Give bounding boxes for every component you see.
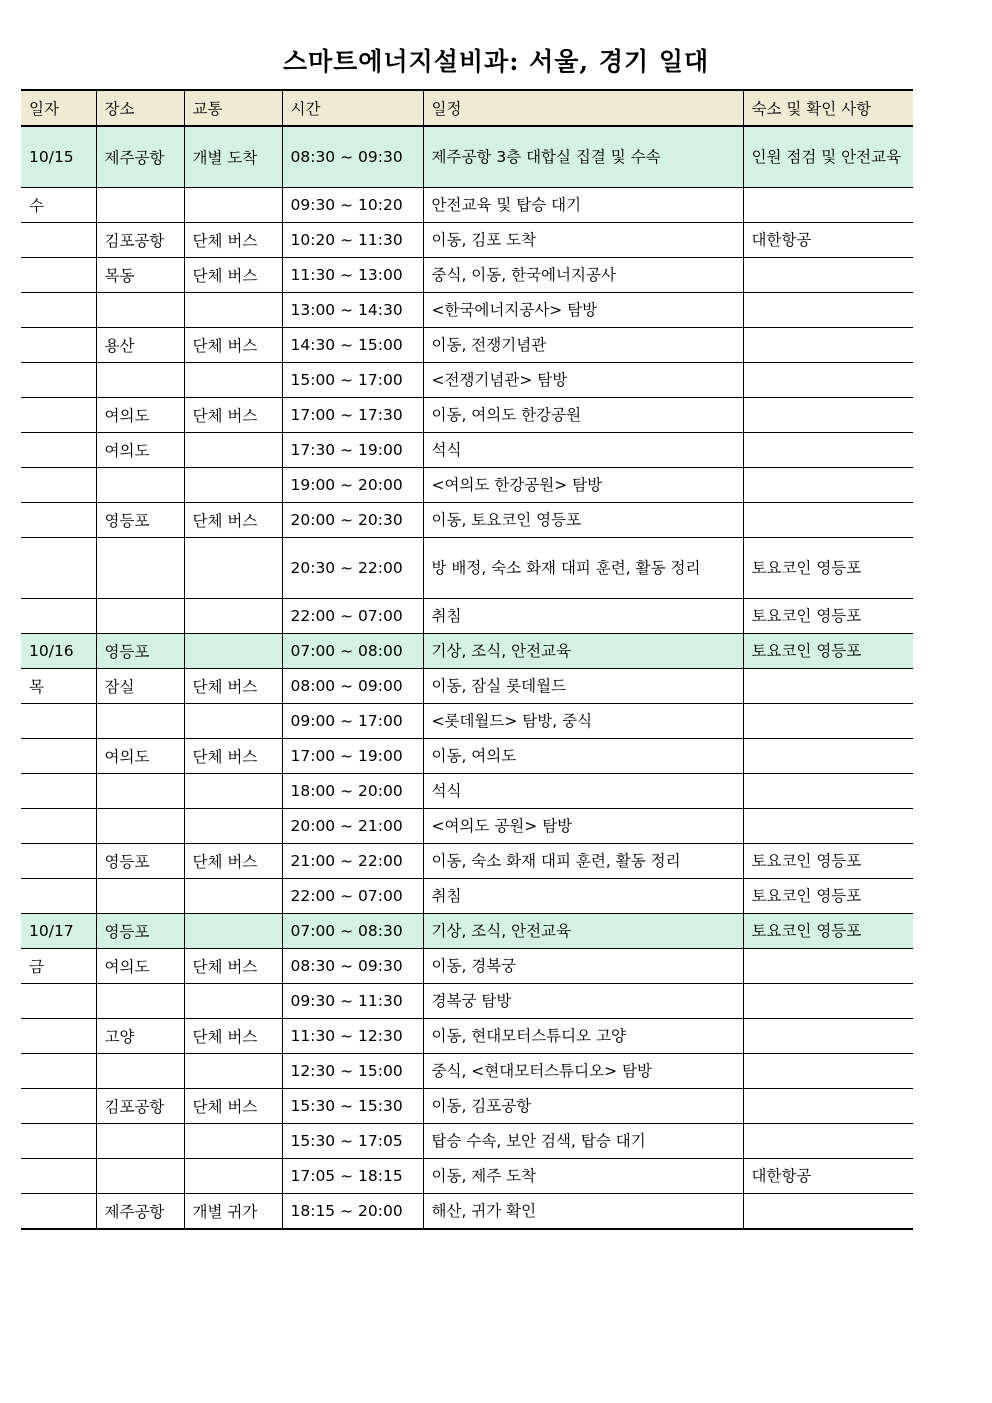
table-row: [21, 669, 913, 704]
schedule-cell: 취침: [423, 879, 743, 914]
date-cell: [21, 503, 96, 538]
schedule-cell: 중식, <현대모터스튜디오> 탐방: [423, 1054, 743, 1089]
schedule-cell: 안전교육 및 탑승 대기: [423, 188, 743, 223]
time-cell: 09:30 ~ 11:30: [282, 984, 423, 1019]
date-cell: 목: [21, 669, 96, 704]
time-cell: 19:00 ~ 20:00: [282, 468, 423, 503]
place-cell: [96, 538, 184, 599]
table-header-row: [21, 90, 913, 126]
place-cell: 김포공항: [96, 1089, 184, 1124]
note-cell: [743, 809, 913, 844]
date-cell: [21, 879, 96, 914]
date-cell: [21, 433, 96, 468]
date-cell: [21, 258, 96, 293]
transport-cell: [184, 774, 282, 809]
transport-cell: 단체 버스: [184, 1019, 282, 1054]
date-cell: [21, 704, 96, 739]
time-cell: 07:00 ~ 08:30: [282, 914, 423, 949]
time-cell: 08:00 ~ 09:00: [282, 669, 423, 704]
time-cell: 09:30 ~ 10:20: [282, 188, 423, 223]
schedule-cell: 석식: [423, 433, 743, 468]
table-row: [21, 293, 913, 328]
schedule-cell: 경복궁 탐방: [423, 984, 743, 1019]
note-cell: [743, 293, 913, 328]
schedule-cell: 이동, 잠실 롯데월드: [423, 669, 743, 704]
place-cell: [96, 879, 184, 914]
transport-cell: 단체 버스: [184, 258, 282, 293]
time-cell: 07:00 ~ 08:00: [282, 634, 423, 669]
note-cell: [743, 1089, 913, 1124]
date-cell: [21, 223, 96, 258]
note-cell: [743, 669, 913, 704]
date-cell: [21, 809, 96, 844]
time-cell: 15:00 ~ 17:00: [282, 363, 423, 398]
transport-cell: 단체 버스: [184, 844, 282, 879]
place-cell: [96, 1159, 184, 1194]
date-cell: 10/15: [21, 126, 96, 188]
note-cell: [743, 1054, 913, 1089]
table-row: [21, 363, 913, 398]
header-time: 시간: [282, 90, 423, 126]
time-cell: 08:30 ~ 09:30: [282, 949, 423, 984]
note-cell: 대한항공: [743, 1159, 913, 1194]
table-row: [21, 503, 913, 538]
schedule-cell: <전쟁기념관> 탐방: [423, 363, 743, 398]
page-title: 스마트에너지설비과: 서울, 경기 일대: [282, 47, 710, 76]
place-cell: [96, 984, 184, 1019]
note-cell: 토요코인 영등포: [743, 914, 913, 949]
schedule-table: [21, 89, 913, 1230]
place-cell: 여의도: [96, 398, 184, 433]
note-cell: 토요코인 영등포: [743, 844, 913, 879]
place-cell: [96, 293, 184, 328]
place-cell: 여의도: [96, 433, 184, 468]
schedule-cell: 이동, 전쟁기념관: [423, 328, 743, 363]
table-row: [21, 844, 913, 879]
transport-cell: 단체 버스: [184, 669, 282, 704]
note-cell: 토요코인 영등포: [743, 879, 913, 914]
table-row: [21, 949, 913, 984]
schedule-cell: 이동, 김포공항: [423, 1089, 743, 1124]
transport-cell: [184, 634, 282, 669]
note-cell: 토요코인 영등포: [743, 538, 913, 599]
schedule-cell: 기상, 조식, 안전교육: [423, 914, 743, 949]
table-row: [21, 188, 913, 223]
place-cell: [96, 809, 184, 844]
table-row: [21, 1054, 913, 1089]
time-cell: 20:00 ~ 21:00: [282, 809, 423, 844]
transport-cell: 개별 귀가: [184, 1194, 282, 1230]
place-cell: [96, 1054, 184, 1089]
schedule-cell: 이동, 숙소 화재 대피 훈련, 활동 정리: [423, 844, 743, 879]
schedule-cell: <롯데월드> 탐방, 중식: [423, 704, 743, 739]
date-cell: [21, 1124, 96, 1159]
transport-cell: [184, 599, 282, 634]
time-cell: 21:00 ~ 22:00: [282, 844, 423, 879]
time-cell: 18:15 ~ 20:00: [282, 1194, 423, 1230]
schedule-cell: 이동, 현대모터스튜디오 고양: [423, 1019, 743, 1054]
date-cell: [21, 1019, 96, 1054]
time-cell: 15:30 ~ 15:30: [282, 1089, 423, 1124]
table-row: [21, 126, 913, 188]
table-row: [21, 984, 913, 1019]
date-cell: [21, 293, 96, 328]
time-cell: 20:30 ~ 22:00: [282, 538, 423, 599]
schedule-body: [21, 126, 913, 1229]
note-cell: [743, 363, 913, 398]
transport-cell: 단체 버스: [184, 328, 282, 363]
time-cell: 14:30 ~ 15:00: [282, 328, 423, 363]
place-cell: 용산: [96, 328, 184, 363]
place-cell: [96, 363, 184, 398]
place-cell: 영등포: [96, 914, 184, 949]
table-row: [21, 809, 913, 844]
date-cell: [21, 328, 96, 363]
table-row: [21, 398, 913, 433]
place-cell: 김포공항: [96, 223, 184, 258]
header-place: 장소: [96, 90, 184, 126]
note-cell: [743, 1124, 913, 1159]
time-cell: 11:30 ~ 12:30: [282, 1019, 423, 1054]
date-cell: [21, 1089, 96, 1124]
table-row: [21, 468, 913, 503]
time-cell: 13:00 ~ 14:30: [282, 293, 423, 328]
time-cell: 17:00 ~ 19:00: [282, 739, 423, 774]
date-cell: [21, 363, 96, 398]
table-row: [21, 739, 913, 774]
time-cell: 20:00 ~ 20:30: [282, 503, 423, 538]
date-cell: [21, 398, 96, 433]
transport-cell: [184, 363, 282, 398]
place-cell: 고양: [96, 1019, 184, 1054]
note-cell: [743, 1019, 913, 1054]
place-cell: [96, 188, 184, 223]
place-cell: [96, 468, 184, 503]
place-cell: 영등포: [96, 503, 184, 538]
transport-cell: 단체 버스: [184, 949, 282, 984]
time-cell: 08:30 ~ 09:30: [282, 126, 423, 188]
schedule-cell: 기상, 조식, 안전교육: [423, 634, 743, 669]
place-cell: 제주공항: [96, 126, 184, 188]
place-cell: [96, 774, 184, 809]
time-cell: 22:00 ~ 07:00: [282, 879, 423, 914]
note-cell: 대한항공: [743, 223, 913, 258]
table-row: [21, 774, 913, 809]
note-cell: [743, 398, 913, 433]
transport-cell: [184, 1159, 282, 1194]
time-cell: 15:30 ~ 17:05: [282, 1124, 423, 1159]
time-cell: 17:00 ~ 17:30: [282, 398, 423, 433]
transport-cell: [184, 293, 282, 328]
transport-cell: [184, 984, 282, 1019]
transport-cell: 개별 도착: [184, 126, 282, 188]
note-cell: [743, 739, 913, 774]
transport-cell: [184, 468, 282, 503]
time-cell: 17:05 ~ 18:15: [282, 1159, 423, 1194]
schedule-cell: <여의도 공원> 탐방: [423, 809, 743, 844]
place-cell: 여의도: [96, 949, 184, 984]
note-cell: [743, 468, 913, 503]
date-cell: [21, 844, 96, 879]
date-cell: [21, 538, 96, 599]
table-row: [21, 258, 913, 293]
transport-cell: [184, 1054, 282, 1089]
place-cell: [96, 704, 184, 739]
note-cell: [743, 503, 913, 538]
date-cell: 10/17: [21, 914, 96, 949]
schedule-cell: 중식, 이동, 한국에너지공사: [423, 258, 743, 293]
table-row: [21, 879, 913, 914]
place-cell: [96, 599, 184, 634]
header-date: 일자: [21, 90, 96, 126]
header-schedule: 일정: [423, 90, 743, 126]
note-cell: [743, 949, 913, 984]
date-cell: [21, 739, 96, 774]
note-cell: [743, 258, 913, 293]
place-cell: 영등포: [96, 634, 184, 669]
transport-cell: [184, 879, 282, 914]
date-cell: 수: [21, 188, 96, 223]
transport-cell: 단체 버스: [184, 223, 282, 258]
table-row: [21, 538, 913, 599]
table-row: [21, 704, 913, 739]
transport-cell: [184, 188, 282, 223]
header-lodging-check: 숙소 및 확인 사항: [743, 90, 913, 126]
note-cell: [743, 704, 913, 739]
transport-cell: [184, 433, 282, 468]
transport-cell: 단체 버스: [184, 398, 282, 433]
schedule-cell: 이동, 여의도: [423, 739, 743, 774]
time-cell: 12:30 ~ 15:00: [282, 1054, 423, 1089]
schedule-cell: 이동, 경복궁: [423, 949, 743, 984]
transport-cell: [184, 809, 282, 844]
table-row: [21, 634, 913, 669]
transport-cell: 단체 버스: [184, 739, 282, 774]
table-row: [21, 1194, 913, 1230]
date-cell: [21, 984, 96, 1019]
time-cell: 10:20 ~ 11:30: [282, 223, 423, 258]
transport-cell: 단체 버스: [184, 503, 282, 538]
date-cell: [21, 1159, 96, 1194]
table-row: [21, 1019, 913, 1054]
date-cell: [21, 1054, 96, 1089]
note-cell: [743, 433, 913, 468]
time-cell: 18:00 ~ 20:00: [282, 774, 423, 809]
date-cell: [21, 1194, 96, 1230]
place-cell: 영등포: [96, 844, 184, 879]
place-cell: 제주공항: [96, 1194, 184, 1230]
note-cell: [743, 984, 913, 1019]
date-cell: 금: [21, 949, 96, 984]
date-cell: [21, 468, 96, 503]
note-cell: 토요코인 영등포: [743, 599, 913, 634]
place-cell: [96, 1124, 184, 1159]
table-row: [21, 1124, 913, 1159]
schedule-cell: 탑승 수속, 보안 검색, 탑승 대기: [423, 1124, 743, 1159]
note-cell: [743, 188, 913, 223]
note-cell: [743, 1194, 913, 1230]
time-cell: 17:30 ~ 19:00: [282, 433, 423, 468]
schedule-cell: 이동, 토요코인 영등포: [423, 503, 743, 538]
note-cell: 인원 점검 및 안전교육: [743, 126, 913, 188]
schedule-cell: 방 배정, 숙소 화재 대피 훈련, 활동 정리: [423, 538, 743, 599]
schedule-cell: 이동, 여의도 한강공원: [423, 398, 743, 433]
table-row: [21, 599, 913, 634]
schedule-cell: 해산, 귀가 확인: [423, 1194, 743, 1230]
schedule-cell: 이동, 제주 도착: [423, 1159, 743, 1194]
note-cell: [743, 328, 913, 363]
transport-cell: [184, 1124, 282, 1159]
transport-cell: [184, 914, 282, 949]
place-cell: 여의도: [96, 739, 184, 774]
place-cell: 잠실: [96, 669, 184, 704]
table-row: [21, 328, 913, 363]
date-cell: [21, 774, 96, 809]
schedule-cell: 제주공항 3층 대합실 집결 및 수속: [423, 126, 743, 188]
transport-cell: [184, 538, 282, 599]
note-cell: 토요코인 영등포: [743, 634, 913, 669]
date-cell: [21, 599, 96, 634]
date-cell: 10/16: [21, 634, 96, 669]
schedule-cell: 취침: [423, 599, 743, 634]
table-row: [21, 1089, 913, 1124]
time-cell: 09:00 ~ 17:00: [282, 704, 423, 739]
time-cell: 11:30 ~ 13:00: [282, 258, 423, 293]
transport-cell: [184, 704, 282, 739]
time-cell: 22:00 ~ 07:00: [282, 599, 423, 634]
schedule-cell: 석식: [423, 774, 743, 809]
header-transport: 교통: [184, 90, 282, 126]
schedule-cell: 이동, 김포 도착: [423, 223, 743, 258]
table-row: [21, 914, 913, 949]
note-cell: [743, 774, 913, 809]
schedule-cell: <여의도 한강공원> 탐방: [423, 468, 743, 503]
table-row: [21, 223, 913, 258]
schedule-cell: <한국에너지공사> 탐방: [423, 293, 743, 328]
table-row: [21, 433, 913, 468]
table-row: [21, 1159, 913, 1194]
place-cell: 목동: [96, 258, 184, 293]
transport-cell: 단체 버스: [184, 1089, 282, 1124]
